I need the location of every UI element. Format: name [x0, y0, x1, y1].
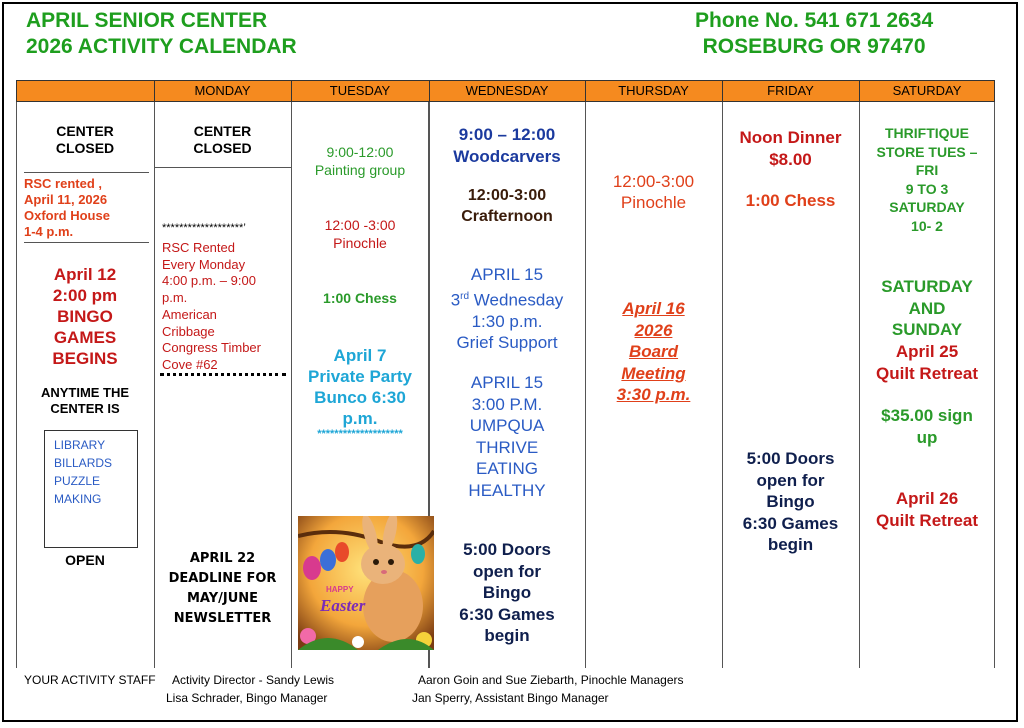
- footer-staff-label: YOUR ACTIVITY STAFF: [24, 673, 156, 687]
- monday-center-closed: CENTER CLOSED: [193, 123, 252, 156]
- city-address: ROSEBURG OR 97470: [702, 35, 926, 58]
- grief-time: 1:30 p.m. Grief Support: [456, 311, 558, 353]
- sunday-open: OPEN: [65, 552, 105, 568]
- contact-info: [695, 8, 933, 60]
- activity-item: LIBRARY: [54, 438, 106, 452]
- day-saturday: SATURDAY: [892, 83, 962, 98]
- column-friday: [722, 102, 859, 668]
- grief-day: 3rd Wednesday: [450, 290, 564, 310]
- tuesday-stars: ********************: [317, 428, 403, 440]
- day-thursday: THURSDAY: [618, 83, 689, 98]
- wednesday-woodcarvers: 9:00 – 12:00 Woodcarvers: [453, 125, 561, 166]
- activity-item: BILLARDS: [54, 456, 113, 470]
- footer-director: Activity Director - Sandy Lewis: [172, 673, 335, 687]
- title-line2: 2026 ACTIVITY CALENDAR: [26, 35, 297, 58]
- dotted-divider: [160, 373, 286, 376]
- saturday-weekend: SATURDAY AND SUNDAY: [881, 277, 973, 339]
- friday-noon-dinner: Noon Dinner $8.00: [739, 128, 842, 169]
- saturday-quilt-retreat-1: April 25 Quilt Retreat: [875, 342, 979, 383]
- phone-number: Phone No. 541 671 2634: [695, 9, 934, 32]
- tuesday-private-party: April 7 Private Party Bunco 6:30 p.m.: [308, 346, 412, 428]
- sunday-bingo-begins: April 12 2:00 pm BINGO GAMES BEGINS: [52, 265, 118, 368]
- divider: [24, 172, 149, 173]
- saturday-thriftique: THRIFTIQUE STORE TUES – FRI 9 TO 3 SATURDAY 10- 2: [876, 125, 978, 234]
- svg-text:HAPPY: HAPPY: [326, 585, 354, 594]
- easter-bunny-image: [298, 516, 434, 650]
- activity-item: MAKING: [54, 492, 102, 506]
- sunday-activities-box: [44, 430, 138, 548]
- svg-text:Easter: Easter: [320, 596, 366, 615]
- activity-item: PUZZLE: [54, 474, 101, 488]
- friday-chess: 1:00 Chess: [745, 191, 836, 210]
- sunday-anytime: ANYTIME THE CENTER IS: [40, 385, 130, 416]
- saturday-quilt-retreat-2: April 26 Quilt Retreat: [875, 489, 979, 530]
- monday-rsc-rented: RSC Rented Every Monday 4:00 p.m. – 9:00 p.m. American Cribbage Congress Timber Cove #62: [162, 240, 261, 372]
- footer-bingo-manager: Lisa Schrader, Bingo Manager: [166, 691, 328, 705]
- day-tuesday: TUESDAY: [329, 83, 391, 98]
- title-line1: APRIL SENIOR CENTER: [26, 9, 268, 32]
- monday-newsletter-deadline: APRIL 22 DEADLINE FOR MAY/JUNE NEWSLETTER: [168, 551, 277, 626]
- footer-pinochle-managers: Aaron Goin and Sue Ziebarth, Pinochle Managers: [418, 673, 684, 687]
- footer-assistant-bingo: Jan Sperry, Assistant Bingo Manager: [412, 691, 609, 705]
- thursday-board-meeting: April 16 2026 Board Meeting 3:30 p.m.: [616, 299, 691, 404]
- wednesday-crafternoon: 12:00-3:00 Crafternoon: [461, 187, 553, 225]
- day-wednesday: WEDNESDAY: [465, 83, 549, 98]
- saturday-signup: $35.00 sign up: [881, 406, 973, 447]
- wednesday-bingo: 5:00 Doors open for Bingo 6:30 Games begin: [459, 540, 555, 645]
- wednesday-grief-support: [429, 264, 585, 354]
- tuesday-chess: 1:00 Chess: [323, 290, 397, 306]
- tuesday-pinochle: 12:00 -3:00 Pinochle: [324, 217, 396, 251]
- calendar-title: [26, 8, 297, 60]
- day-monday: MONDAY: [194, 83, 251, 98]
- tuesday-painting-group: 9:00-12:00 Painting group: [314, 144, 406, 178]
- sunday-center-closed: CENTER CLOSED: [55, 123, 115, 156]
- monday-stars: *******************’: [162, 222, 246, 234]
- divider: [24, 242, 149, 243]
- wednesday-umpqua-thrive: APRIL 15 3:00 P.M. UMPQUA THRIVE EATING HEALTHY: [468, 373, 546, 500]
- friday-bingo: 5:00 Doors open for Bingo 6:30 Games begin: [742, 449, 839, 554]
- divider: [154, 167, 291, 168]
- thursday-pinochle: 12:00-3:00 Pinochle: [612, 172, 695, 212]
- sunday-rsc-rented: RSC rented , April 11, 2026 Oxford House 1-4 p.m.: [24, 176, 110, 239]
- grief-date: APRIL 15: [470, 265, 544, 284]
- day-friday: FRIDAY: [767, 83, 814, 98]
